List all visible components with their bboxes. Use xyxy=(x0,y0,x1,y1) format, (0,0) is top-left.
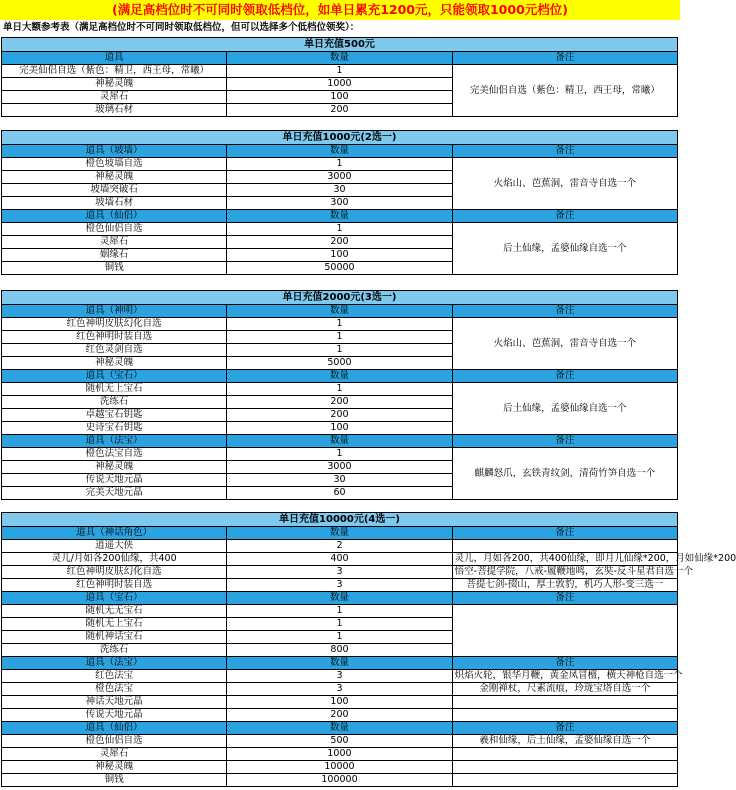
item-name: 红色灵剑自选 xyxy=(2,344,227,357)
item-quantity: 1 xyxy=(227,631,452,644)
tier-title: 单日充值2000元(3选一) xyxy=(2,291,678,305)
column-header-item: 道具（神明） xyxy=(2,305,227,318)
warning-banner: (满足高档位时不可同时领取低档位，如单日累充1200元，只能领取1000元档位) xyxy=(0,0,680,20)
row-remark: 灵儿，月如各200，共400仙缘，即月儿仙缘*200，月如仙缘*200 xyxy=(452,553,677,566)
table-row xyxy=(2,448,678,461)
column-header-qty: 数量 xyxy=(227,210,452,223)
item-quantity: 2 xyxy=(227,540,452,553)
item-name: 随机无无宝石 xyxy=(2,605,227,618)
table-row xyxy=(2,670,678,683)
group-remark xyxy=(452,605,677,657)
item-name: 逍遥大侠 xyxy=(2,540,227,553)
tier-title: 单日充值10000元(4选一) xyxy=(2,513,678,527)
item-name: 红色神明时装自选 xyxy=(2,579,227,592)
item-quantity: 100 xyxy=(227,696,452,709)
item-name: 灵犀石 xyxy=(2,236,227,249)
row-remark: 悟空-菩提学院，八戒-履鞭地鸣，玄奘-反斗星君自选一个 xyxy=(452,566,677,579)
item-quantity: 3 xyxy=(227,566,452,579)
table-row xyxy=(2,709,678,722)
column-header-qty: 数量 xyxy=(227,722,452,735)
table-row xyxy=(2,748,678,761)
group-remark: 后土仙缘，孟婆仙缘自选一个 xyxy=(452,223,677,275)
item-name: 铜钱 xyxy=(2,262,227,275)
reference-note: 单日大额参考表（满足高档位时不可同时领取低档位，但可以选择多个低档位领奖）： xyxy=(3,22,360,33)
item-name: 随机无上宝石 xyxy=(2,383,227,396)
item-name: 灵犀石 xyxy=(2,748,227,761)
table-row xyxy=(2,383,678,396)
item-quantity: 800 xyxy=(227,644,452,657)
item-quantity: 1 xyxy=(227,605,452,618)
item-name: 完美仙侣自选（紫色：精卫，西王母，常曦） xyxy=(2,65,227,78)
item-quantity: 5000 xyxy=(227,357,452,370)
column-header-qty: 数量 xyxy=(227,527,452,540)
item-quantity: 3000 xyxy=(227,461,452,474)
item-name: 灵犀石 xyxy=(2,91,227,104)
item-name: 坡墙突破石 xyxy=(2,184,227,197)
item-quantity: 100 xyxy=(227,422,452,435)
item-name: 橙色仙侣自选 xyxy=(2,735,227,748)
item-quantity: 1000 xyxy=(227,748,452,761)
column-header-item: 道具（坡墙） xyxy=(2,145,227,158)
tier-title: 单日充值500元 xyxy=(2,38,678,52)
column-header-remark: 备注 xyxy=(452,722,677,735)
table-row xyxy=(2,223,678,236)
item-name: 神秘灵魄 xyxy=(2,357,227,370)
row-remark: 菩提七剑-掇山，厚土敦豹，机巧人形-变三选一 xyxy=(452,579,677,592)
table-row xyxy=(2,605,678,618)
row-remark xyxy=(452,761,677,774)
tier-table xyxy=(1,37,678,117)
item-quantity: 100000 xyxy=(227,774,452,787)
item-name: 坡墙石材 xyxy=(2,197,227,210)
table-row xyxy=(2,761,678,774)
column-header-item: 道具（宝石） xyxy=(2,592,227,605)
row-remark xyxy=(452,748,677,761)
item-name: 神秘灵魄 xyxy=(2,461,227,474)
row-remark xyxy=(452,709,677,722)
item-quantity: 300 xyxy=(227,197,452,210)
item-quantity: 3000 xyxy=(227,171,452,184)
item-quantity: 1 xyxy=(227,318,452,331)
column-header-qty: 数量 xyxy=(227,52,452,65)
item-quantity: 100 xyxy=(227,91,452,104)
tier-table xyxy=(1,290,678,500)
item-quantity: 400 xyxy=(227,553,452,566)
group-remark: 完美仙侣自选（紫色：精卫，西王母，常曦） xyxy=(452,65,677,117)
item-name: 卓越宝石钥匙 xyxy=(2,409,227,422)
table-row xyxy=(2,735,678,748)
item-quantity: 3 xyxy=(227,670,452,683)
column-header-remark: 备注 xyxy=(452,210,677,223)
item-quantity: 1 xyxy=(227,331,452,344)
item-quantity: 3 xyxy=(227,683,452,696)
item-name: 橙色坡墙自选 xyxy=(2,158,227,171)
table-row xyxy=(2,566,678,579)
column-header-remark: 备注 xyxy=(452,657,677,670)
group-remark: 火焰山、芭蕉洞，雷音寺自选一个 xyxy=(452,318,677,370)
column-header-remark: 备注 xyxy=(452,305,677,318)
column-header-qty: 数量 xyxy=(227,435,452,448)
group-remark: 火焰山、芭蕉洞，雷音寺自选一个 xyxy=(452,158,677,210)
item-quantity: 3 xyxy=(227,579,452,592)
item-name: 红色神明时装自选 xyxy=(2,331,227,344)
item-quantity: 100 xyxy=(227,249,452,262)
item-name: 传说天地元晶 xyxy=(2,474,227,487)
table-row xyxy=(2,540,678,553)
table-row xyxy=(2,158,678,171)
column-header-qty: 数量 xyxy=(227,370,452,383)
item-quantity: 200 xyxy=(227,709,452,722)
item-name: 神秘灵魄 xyxy=(2,761,227,774)
item-name: 橙色仙侣自选 xyxy=(2,223,227,236)
column-header-remark: 备注 xyxy=(452,145,677,158)
item-quantity: 1 xyxy=(227,344,452,357)
item-quantity: 1 xyxy=(227,158,452,171)
item-name: 完美天地元晶 xyxy=(2,487,227,500)
column-header-item: 道具（宝石） xyxy=(2,370,227,383)
column-header-item: 道具（法宝） xyxy=(2,435,227,448)
row-remark: 羲和仙缘，后土仙缘，孟婆仙缘自选一个 xyxy=(452,735,677,748)
item-quantity: 60 xyxy=(227,487,452,500)
item-name: 神秘灵魄 xyxy=(2,171,227,184)
column-header-item: 道具（神话角色） xyxy=(2,527,227,540)
column-header-qty: 数量 xyxy=(227,305,452,318)
item-name: 橙色法宝 xyxy=(2,683,227,696)
row-remark xyxy=(452,696,677,709)
item-name: 随机神话宝石 xyxy=(2,631,227,644)
item-quantity: 200 xyxy=(227,104,452,117)
row-remark xyxy=(452,774,677,787)
column-header-item: 道具（法宝） xyxy=(2,657,227,670)
item-name: 红色神明皮肤幻化自选 xyxy=(2,318,227,331)
item-name: 橙色法宝自选 xyxy=(2,448,227,461)
row-remark: 炽焰火轮，银华月鞭，黄金凤冒檀，横天神枪自选一个 xyxy=(452,670,677,683)
column-header-qty: 数量 xyxy=(227,657,452,670)
tier-title: 单日充值1000元(2选一) xyxy=(2,131,678,145)
tier-table xyxy=(1,130,678,275)
item-quantity: 30 xyxy=(227,184,452,197)
table-row xyxy=(2,579,678,592)
item-quantity: 200 xyxy=(227,236,452,249)
item-name: 玻璃石材 xyxy=(2,104,227,117)
item-quantity: 1 xyxy=(227,448,452,461)
item-name: 传说天地元晶 xyxy=(2,709,227,722)
item-name: 铜钱 xyxy=(2,774,227,787)
tier-table xyxy=(1,512,736,787)
table-row xyxy=(2,553,678,566)
column-header-qty: 数量 xyxy=(227,592,452,605)
table-row xyxy=(2,774,678,787)
item-quantity: 1 xyxy=(227,65,452,78)
table-row xyxy=(2,65,678,78)
column-header-remark: 备注 xyxy=(452,370,677,383)
item-name: 红色法宝 xyxy=(2,670,227,683)
row-remark: 金刚禅杖，尺素流痕，玲珑宝塔自选一个 xyxy=(452,683,677,696)
table-row xyxy=(2,696,678,709)
group-remark: 麒麟怒爪，玄铁青纹剑，清荷竹笋自选一个 xyxy=(452,448,677,500)
item-quantity: 50000 xyxy=(227,262,452,275)
item-name: 神话天地元晶 xyxy=(2,696,227,709)
item-name: 史诗宝石钥匙 xyxy=(2,422,227,435)
item-name: 洗练石 xyxy=(2,396,227,409)
item-quantity: 1 xyxy=(227,223,452,236)
item-name: 姻缘石 xyxy=(2,249,227,262)
column-header-remark: 备注 xyxy=(452,52,677,65)
item-name: 红色神明皮肤幻化自选 xyxy=(2,566,227,579)
column-header-remark: 备注 xyxy=(452,435,677,448)
item-name: 灵儿/月如各200仙缘，共400 xyxy=(2,553,227,566)
item-quantity: 1 xyxy=(227,618,452,631)
item-quantity: 200 xyxy=(227,409,452,422)
item-quantity: 200 xyxy=(227,396,452,409)
item-quantity: 1 xyxy=(227,383,452,396)
item-quantity: 1000 xyxy=(227,78,452,91)
row-remark xyxy=(452,540,677,553)
column-header-qty: 数量 xyxy=(227,145,452,158)
column-header-item: 道具（仙侣） xyxy=(2,722,227,735)
item-name: 随机无上宝石 xyxy=(2,618,227,631)
table-row xyxy=(2,318,678,331)
column-header-remark: 备注 xyxy=(452,592,677,605)
item-name: 洗练石 xyxy=(2,644,227,657)
column-header-item: 道具 xyxy=(2,52,227,65)
group-remark: 后土仙缘，孟婆仙缘自选一个 xyxy=(452,383,677,435)
column-header-remark: 备注 xyxy=(452,527,677,540)
table-row xyxy=(2,683,678,696)
item-quantity: 10000 xyxy=(227,761,452,774)
item-quantity: 500 xyxy=(227,735,452,748)
item-quantity: 30 xyxy=(227,474,452,487)
item-name: 神秘灵魄 xyxy=(2,78,227,91)
column-header-item: 道具（仙侣） xyxy=(2,210,227,223)
